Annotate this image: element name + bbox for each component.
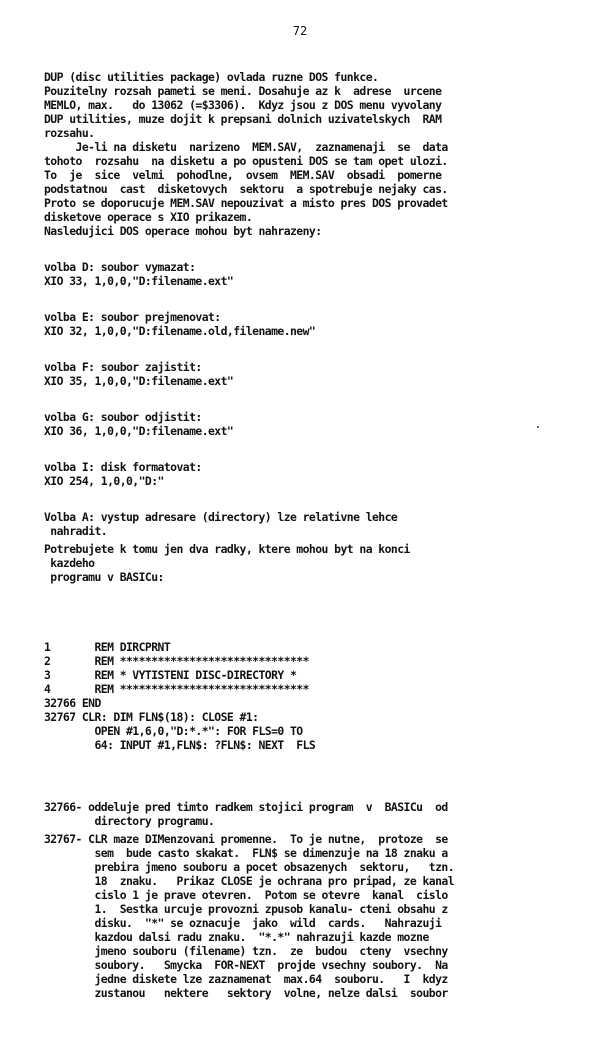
text-line: DUP (disc utilities package) ovlada ruzne DOS funkce. [44,70,379,84]
program-line: 2 REM ****************************** [44,654,309,668]
note-line: 32766- oddeluje pred timto radkem stojici program v BASICu od [44,800,448,814]
text-line: To je sice velmi pohodlne, ovsem MEM.SAV obsadi pomerne [44,168,442,182]
text-line: Potrebujete k tomu jen dva radky, ktere mohou byt na konci [44,542,410,556]
program-line: 1 REM DIRCPRNT [44,640,171,654]
operation-title: volba E: soubor prejmenovat: [44,310,221,324]
text-line: tohoto rozsahu na disketu a po opusteni DOS se tam opet ulozi. [44,154,448,168]
note-line: 18 znaku. Prikaz CLOSE je ochrana pro pripad, ze kanal [44,874,455,888]
operation-title: volba I: disk formatovat: [44,460,202,474]
scan-speck [537,426,539,428]
text-line: Nasledujici DOS operace mohou byt nahrazeny: [44,224,322,238]
text-line: DUP utilities, muze dojit k prepsani dolnich uzivatelskych RAM [44,112,442,126]
text-line: MEMLO, max. do 13062 (=$3306). Kdyz jsou z DOS menu vyvolany [44,98,442,112]
operation-code: XIO 33, 1,0,0,"D:filename.ext" [44,274,234,288]
note-line: sem bude casto skakat. FLN$ se dimenzuje na 18 znaku a [44,846,448,860]
text-line: Je-li na disketu narizeno MEM.SAV, zaznamenaji se data [44,140,448,154]
note-line: jedne diskete lze zaznamenat max.64 souboru. I kdyz [44,972,448,986]
note-line: kazdou dalsi radu znaku. "*.*" nahrazuji kazde mozne [44,930,429,944]
note-line: soubory. Smycka FOR-NEXT projde vsechny soubory. Na [44,958,448,972]
text-line: rozsahu. [44,126,95,140]
note-line: cislo 1 je prave otevren. Potom se otevre kanal cislo [44,888,448,902]
program-line: OPEN #1,6,0,"D:*.*": FOR FLS=0 TO [44,724,303,738]
note-line: jmeno souboru (filename) tzn. ze budou cteny vsechny [44,944,448,958]
note-line: 1. Sestka urcuje provozni zpusob kanalu- cteni obsahu z [44,902,448,916]
operation-code: XIO 32, 1,0,0,"D:filename.old,filename.new" [44,324,316,338]
program-line: 32767 CLR: DIM FLN$(18): CLOSE #1: [44,710,259,724]
text-line: nahradit. [44,524,108,538]
operation-title: volba F: soubor zajistit: [44,360,202,374]
program-line: 32766 END [44,696,101,710]
operation-title: volba G: soubor odjistit: [44,410,202,424]
operation-code: XIO 35, 1,0,0,"D:filename.ext" [44,374,234,388]
program-line: 3 REM * VYTISTENI DISC-DIRECTORY * [44,668,297,682]
note-line: zustanou nektere sektory volne, nelze dalsi soubor [44,986,448,1000]
note-line: prebira jmeno souboru a pocet obsazenych sektoru, tzn. [44,860,455,874]
program-line: 64: INPUT #1,FLN$: ?FLN$: NEXT FLS [44,738,316,752]
text-line: Pouzitelny rozsah pameti se meni. Dosahuje az k adrese urcene [44,84,442,98]
text-line: podstatnou cast disketovych sektoru a spotrebuje nejaky cas. [44,182,448,196]
operation-code: XIO 254, 1,0,0,"D:" [44,474,164,488]
text-line: disketove operace s XIO prikazem. [44,210,253,224]
page-number: 72 [292,24,308,38]
text-line: Volba A: vystup adresare (directory) lze relativne lehce [44,510,398,524]
note-line: directory programu. [44,814,215,828]
operation-title: volba D: soubor vymazat: [44,260,196,274]
text-line: Proto se doporucuje MEM.SAV nepouzivat a misto pres DOS provadet [44,196,448,210]
text-line: kazdeho [44,556,95,570]
operation-code: XIO 36, 1,0,0,"D:filename.ext" [44,424,234,438]
note-line: 32767- CLR maze DIMenzovani promenne. To je nutne, protoze se [44,832,448,846]
program-line: 4 REM ****************************** [44,682,309,696]
text-line: programu v BASICu: [44,570,164,584]
note-line: disku. "*" se oznacuje jako wild cards. Nahrazuji [44,916,442,930]
